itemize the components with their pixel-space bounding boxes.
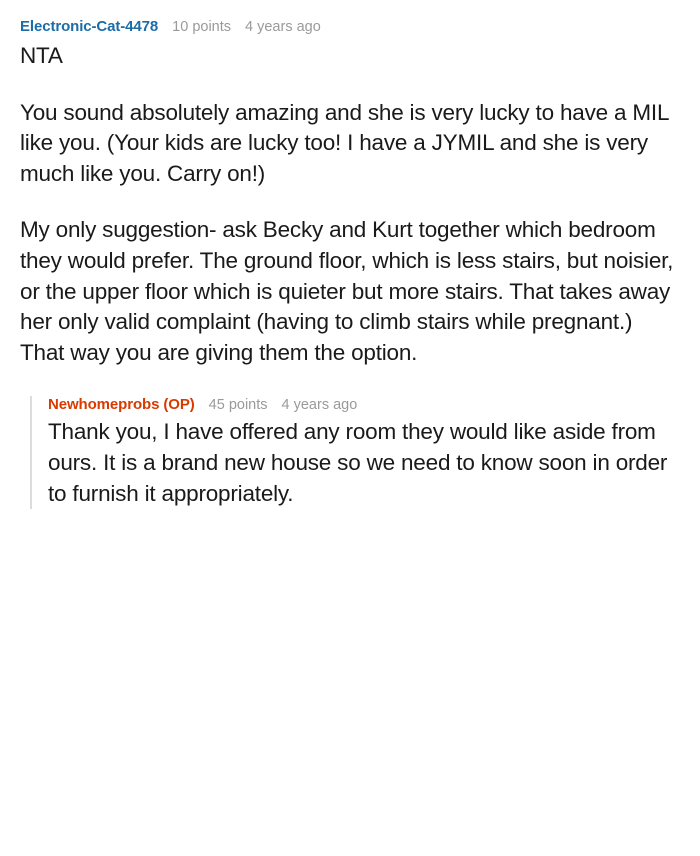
reply-score: 45 points [208, 397, 268, 414]
reply-author-link[interactable]: Newhomeprobs (OP) [48, 396, 195, 414]
comment-header [20, 18, 680, 35]
comment-reply [30, 396, 680, 509]
comment-body [20, 41, 680, 368]
reply-paragraph: Thank you, I have offered any room they would like aside from ours. It is a brand new house so we need to know soon in order to furnish it appropriately. [48, 419, 668, 506]
comment-timestamp: 4 years ago [245, 19, 321, 35]
comment-paragraph: NTA [20, 43, 63, 68]
comment-top [20, 18, 680, 509]
comment-paragraph: My only suggestion- ask Becky and Kurt together which bedroom they would prefer. The ground floor, which is less stairs, but noisier, or the upper floor which is quieter but more stairs. That takes away her only valid complaint (having to climb stairs while pregnant.) That way you are giving them the option. [20, 217, 674, 365]
reply-timestamp: 4 years ago [281, 397, 358, 414]
reply-header [48, 396, 680, 413]
comment-author-link[interactable]: Electronic-Cat-4478 [20, 18, 159, 35]
reply-body [48, 417, 680, 509]
comment-paragraph: You sound absolutely amazing and she is very lucky to have a MIL like you. (Your kids are lucky too! I have a JYMIL and she is very much like you. Carry on!) [20, 99, 669, 186]
comment-score: 10 points [172, 19, 232, 35]
